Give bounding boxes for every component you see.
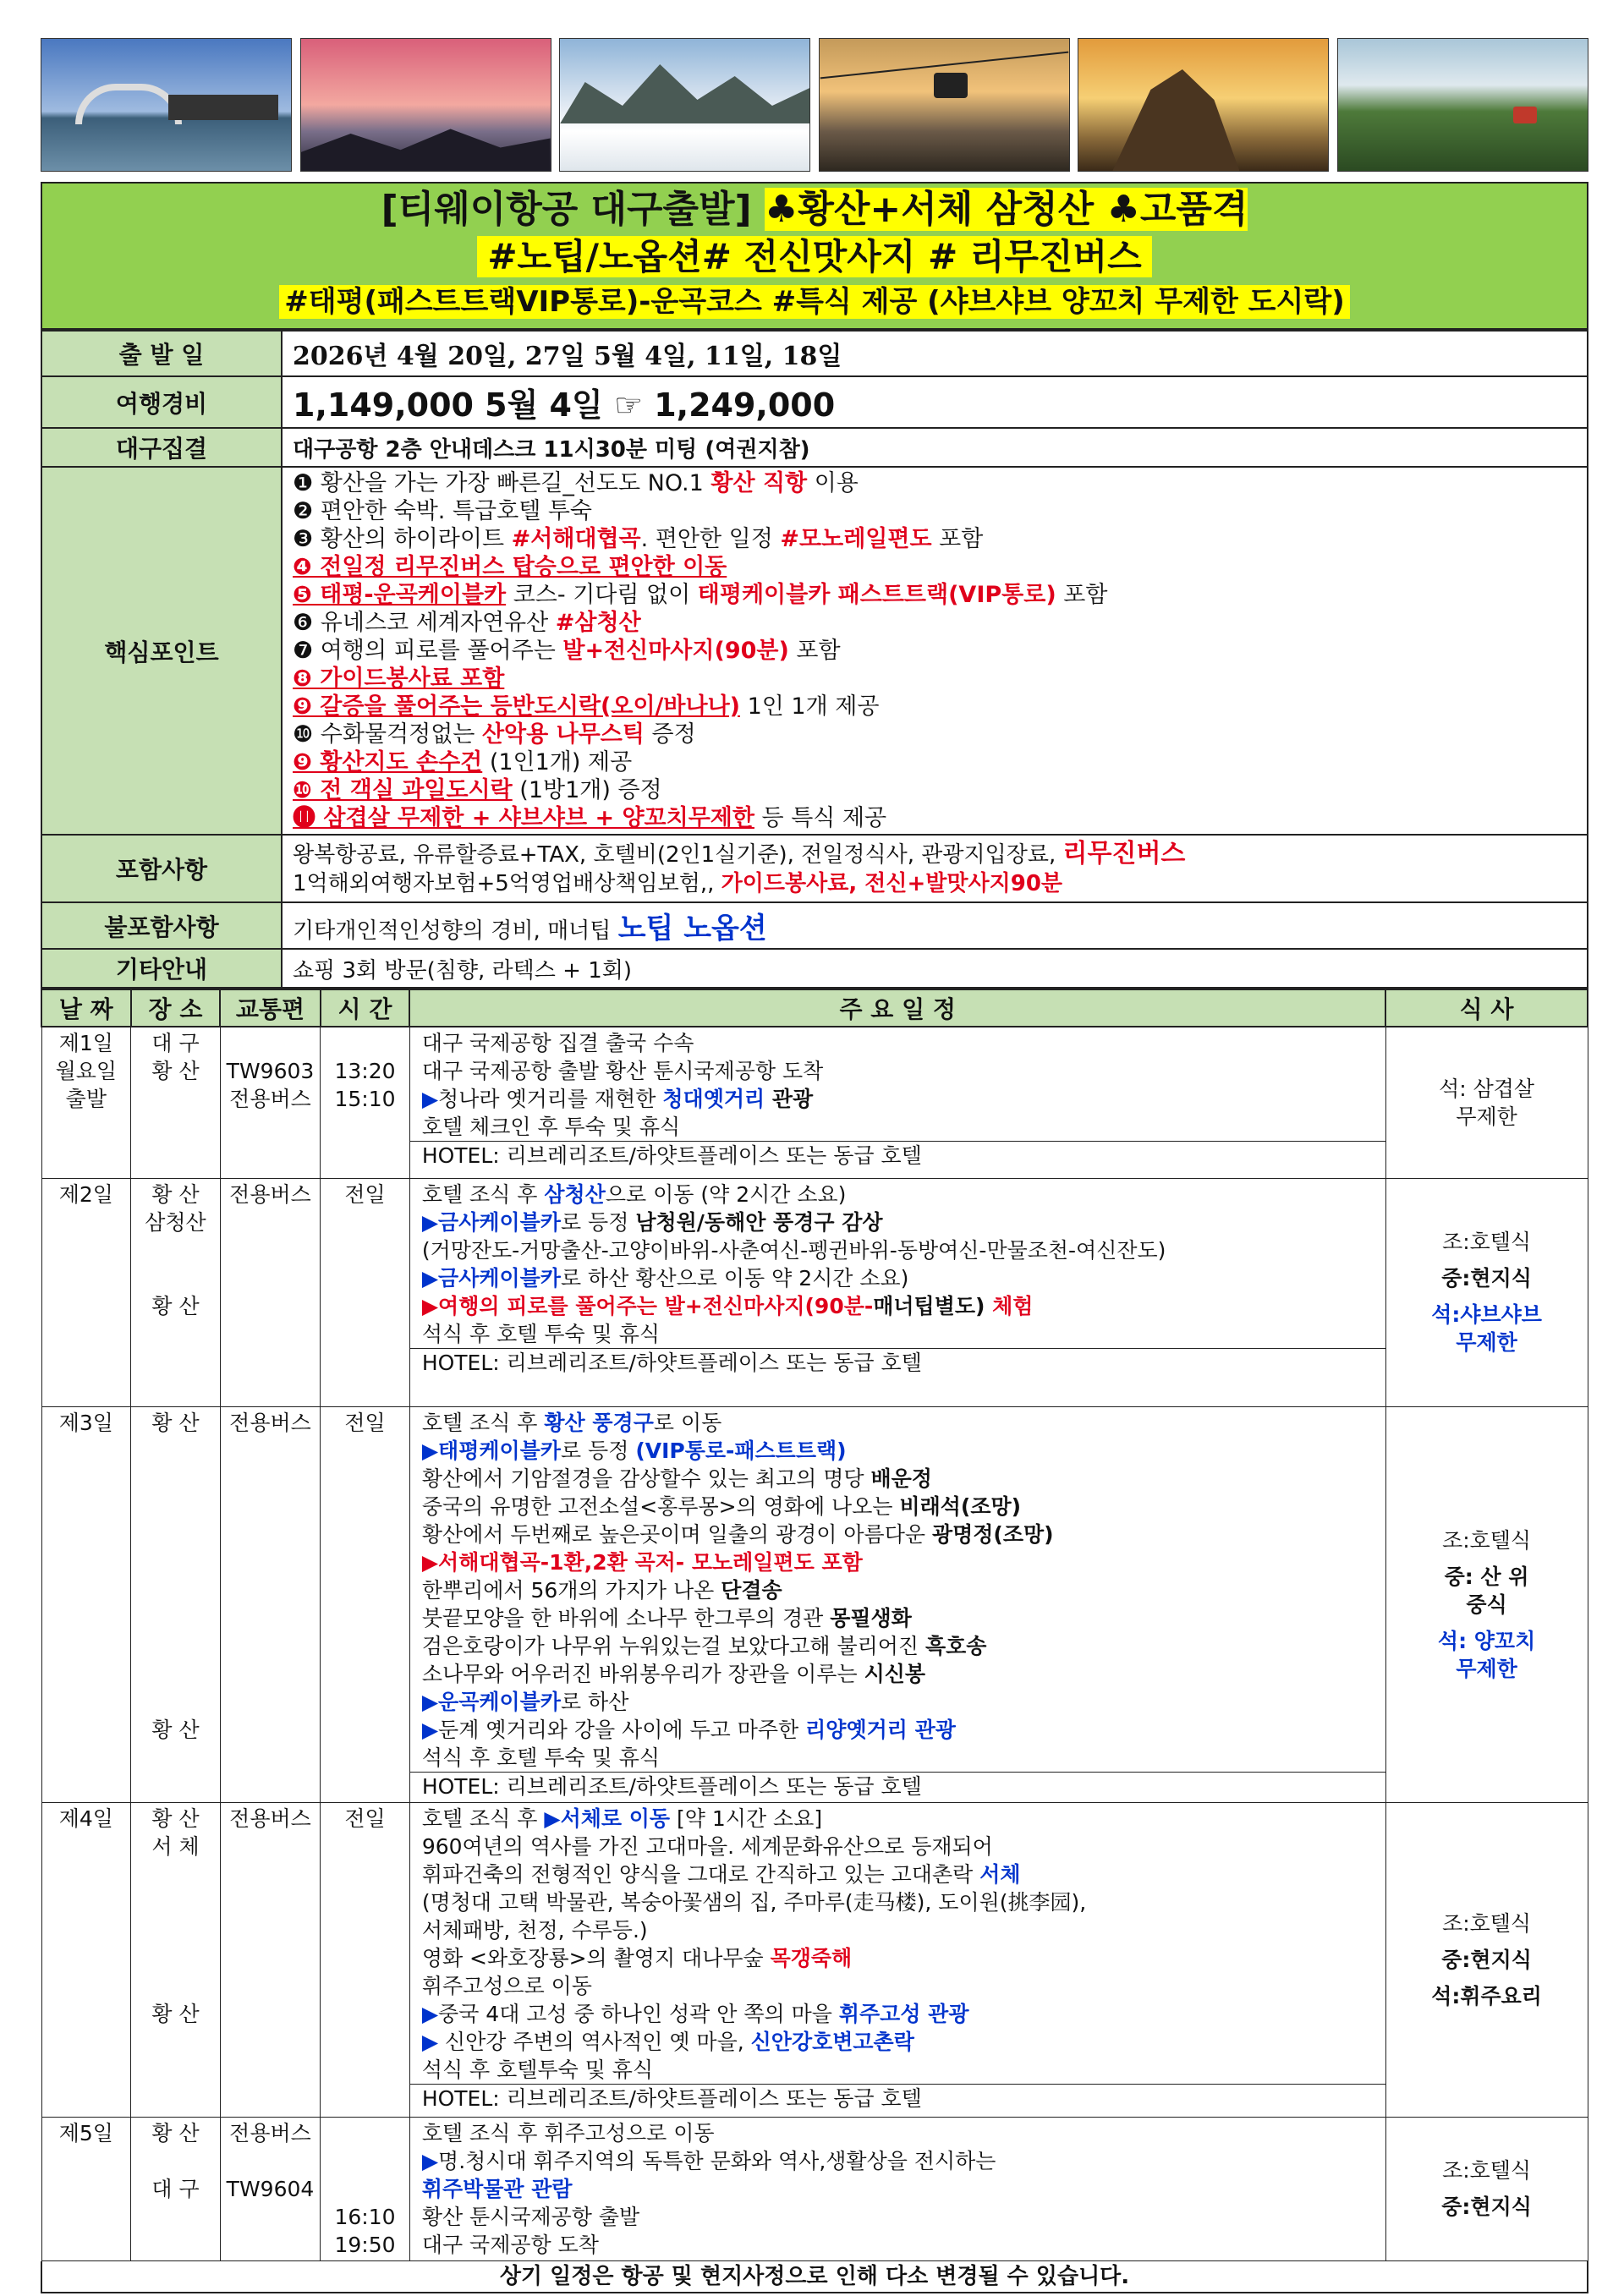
schedule-text: 대구 국제공항 집결 출국 수속 (421, 1031, 694, 1055)
schedule-text: 광명정(조망) (931, 1521, 1054, 1547)
point-text: (1인1개) 제공 (482, 749, 633, 775)
schedule-text: 대구 국제공항 도착 (421, 2232, 599, 2257)
place-cell: 황 산 서 체 황 산 (131, 1802, 221, 2117)
day-cell: 제1일 월요일 출발 (41, 1027, 131, 1178)
place-cell: 황 산 황 산 (131, 1406, 221, 1802)
meal-item: 석:휘주요리 (1431, 1983, 1542, 2008)
itinerary-cell (409, 1802, 1385, 2117)
schedule-text: [약 1시간 소요] (670, 1806, 823, 1831)
other-value: 쇼핑 3회 방문(침향, 라텍스 + 1회) (282, 949, 1588, 988)
meal-item: 석: 삼겹살 무제한 (1439, 1076, 1535, 1129)
itinerary-cell (409, 1178, 1385, 1406)
point-text: ❿ 수화물걱정없는 (293, 721, 482, 748)
schedule-text: 황산 풍경구 (544, 1410, 654, 1435)
schedule-text: 호텔 조식 후 (421, 1806, 545, 1831)
day-cell: 제3일 (41, 1406, 131, 1802)
schedule-text: 운곡케이블카 (438, 1689, 561, 1714)
schedule-text: 배운정 (870, 1466, 932, 1491)
excludes-label: 불포함사항 (41, 902, 282, 949)
time-cell: 16:10 19:50 (321, 2117, 410, 2260)
schedule-line (422, 1521, 1380, 1548)
point-text: ❽ 가이드봉사료 포함 (293, 666, 505, 692)
point-item (293, 665, 1577, 693)
title-destination: ♣황산+서체 삼청산 ♣고품격 (764, 188, 1248, 231)
title-line-2 (42, 234, 1587, 280)
point-text: #서해대협곡 (511, 526, 641, 552)
schedule-line (422, 1576, 1380, 1604)
col-main: 주 요 일 정 (409, 989, 1385, 1027)
schedule-line (422, 2147, 1380, 2175)
meal-item: 중:현지식 (1441, 1947, 1532, 1972)
includes-label: 포함사항 (41, 835, 282, 902)
title-line-3 (42, 280, 1587, 324)
point-text: #삼청산 (555, 610, 641, 636)
schedule-text: 휘주고성으로 이동 (421, 1973, 592, 1998)
schedule-line (422, 1744, 1380, 1772)
schedule-text: ▶서체로 이동 (544, 1806, 671, 1831)
schedule-line (422, 1057, 1380, 1085)
schedule-text: 휘주박물관 관람 (421, 2176, 573, 2201)
point-item (293, 804, 1577, 832)
includes-text-2: 1억해외여행자보험+5억영업배상책임보험,, (293, 870, 721, 896)
schedule-text: 관광 (765, 1087, 814, 1111)
title-tags: #노팁/노옵션# 전신맛사지 # 리무진버스 (477, 236, 1151, 277)
meal-cell (1385, 1027, 1588, 1178)
meal-cell (1385, 1178, 1588, 1406)
schedule-line (422, 1916, 1380, 1944)
schedule-text: 호텔 조식 후 (421, 1181, 545, 1207)
schedule-text: 영화 <와호장룡>의 촬영지 대나무숲 (421, 1945, 771, 1970)
col-place: 장 소 (131, 989, 221, 1027)
place-cell: 황 산 대 구 (131, 2117, 221, 2260)
point-item (293, 609, 1577, 637)
departure-value: 2026년 4월 20일, 27일 5월 4일, 11일, 18일 (282, 331, 1588, 376)
schedule-text: 대구 국제공항 출발 황산 툰시국제공항 도착 (421, 1059, 824, 1083)
schedule-text: 황산 툰시국제공항 출발 (421, 2204, 640, 2229)
point-text: ❿ 전 객실 과일도시락 (293, 777, 513, 803)
schedule-text: 휘주고성 관광 (838, 2001, 969, 2026)
photo-village (41, 38, 292, 172)
schedule-line (422, 1208, 1380, 1236)
title-features: #태평(패스트트랙VIP통로)-운곡코스 #특식 제공 (샤브샤브 양꼬치 무제한 도시락) (279, 285, 1349, 319)
point-text: (1방1개) 증정 (512, 777, 662, 803)
point-item (293, 553, 1577, 581)
schedule-text: 여행의 피로를 풀어주는 발+전신마사지(90분- (438, 1293, 874, 1318)
schedule-text: 중국 4대 고성 중 하나인 성곽 안 쪽의 마을 (438, 2001, 839, 2026)
photo-cable-car (819, 38, 1070, 172)
schedule-text: 붓끝모양을 한 바위에 소나무 한그루의 경관 (421, 1605, 831, 1630)
includes-text-1: 왕복항공료, 유류할증료+TAX, 호텔비(2인1실기준), 전일정식사, 관광지입장료, (293, 841, 1063, 868)
schedule-text: 청대옛거리 (662, 1087, 765, 1111)
hotel-line: HOTEL: 리브레리조트/하얏트플레이스 또는 동급 호텔 (410, 1348, 1385, 1377)
meal-item: 조:호텔식 (1442, 1527, 1532, 1553)
schedule-line (422, 2028, 1380, 2056)
info-table (41, 330, 1588, 989)
schedule-text: ▶ (421, 1293, 439, 1318)
meal-item: 중: 산 위 중식 (1444, 1564, 1529, 1617)
point-text: ❹ 전일정 리무진버스 탑승으로 편안한 이동 (293, 554, 727, 580)
schedule-text: 석식 후 호텔 투숙 및 휴식 (421, 1321, 661, 1346)
schedule-text: 단결송 (721, 1577, 782, 1603)
transport-cell: 전용버스 (220, 1406, 320, 1802)
schedule-text: 서체패방, 천정, 수루등.) (421, 1917, 648, 1943)
schedule-text: 체험 (985, 1293, 1034, 1318)
schedule-text: 석식 후 호텔투숙 및 휴식 (421, 2057, 654, 2082)
schedule-text: 호텔 조식 후 (421, 1410, 545, 1435)
meal-item: 중:현지식 (1441, 2195, 1532, 2219)
schedule-text: 황산에서 두번째로 높은곳이며 일출의 광경이 아름다운 (421, 1521, 932, 1547)
schedule-line (422, 2175, 1380, 2203)
schedule-text: ▶ (421, 1209, 439, 1235)
schedule-text: 호텔 체크인 후 투숙 및 휴식 (421, 1115, 681, 1139)
schedule-line (422, 1860, 1380, 1888)
point-text: ❾ 갈증을 풀어주는 등반도시락(오이/바나나) (293, 693, 740, 720)
schedule-text: (명청대 고택 박물관, 복숭아꽃샘의 집, 주마루(走马楼), 도이원(挑李园), (421, 1889, 1087, 1915)
day-row (41, 1802, 1588, 2117)
point-text: ⓫ 삼겹살 무제한 + 샤브샤브 + 양꼬치무제한 (293, 805, 754, 831)
schedule-text: ▶ (421, 1265, 439, 1290)
schedule-text: 한뿌리에서 56개의 가지가 나온 (421, 1577, 721, 1603)
col-meal: 식 사 (1385, 989, 1588, 1027)
schedule-text: 로 등정 (560, 1209, 636, 1235)
meal-cell (1385, 1406, 1588, 1802)
itinerary-sheet (41, 38, 1588, 2293)
point-text: ❻ 유네스코 세계자연유산 (293, 610, 556, 636)
schedule-text: 삼청산 (544, 1181, 606, 1207)
includes-limo: 리무진버스 (1062, 838, 1186, 869)
point-text: 등 특식 제공 (754, 805, 887, 831)
schedule-line (422, 2231, 1380, 2259)
schedule-text: 로 이동 (653, 1410, 722, 1435)
point-text: 황산 직항 (710, 470, 808, 496)
points-label: 핵심포인트 (41, 467, 282, 835)
schedule-line (422, 1236, 1380, 1264)
schedule-text: ▶ (421, 2001, 439, 2026)
point-item (293, 721, 1577, 748)
schedule-text: 로 등정 (560, 1438, 636, 1463)
meal-cell (1385, 2117, 1588, 2260)
point-item (293, 581, 1577, 609)
schedule-line (422, 2203, 1380, 2231)
schedule-line (422, 1437, 1380, 1465)
col-time: 시 간 (321, 989, 410, 1027)
point-text: ❸ 황산의 하이라이트 (293, 526, 512, 552)
transport-cell: 전용버스 (220, 1802, 320, 2117)
schedule-line (422, 2000, 1380, 2028)
schedule-text: 신안강호변고촌락 (750, 2029, 914, 2054)
point-item (293, 637, 1577, 665)
meal-item: 중:현지식 (1441, 1266, 1532, 1290)
time-cell: 전일 (321, 1178, 410, 1406)
price-label: 여행경비 (41, 376, 282, 428)
schedule-text: 신안강 주변의 역사적인 옛 마을, (438, 2029, 751, 2054)
day-row (41, 1178, 1588, 1406)
itinerary-cell (409, 1027, 1385, 1178)
day-cell: 제4일 (41, 1802, 131, 2117)
schedule-table (41, 989, 1588, 2261)
point-item (293, 776, 1577, 804)
schedule-text: 검은호랑이가 나무위 누워있는걸 보았다고해 불리어진 (421, 1633, 925, 1658)
point-item (293, 469, 1577, 497)
schedule-text: 태평케이블카 (438, 1438, 561, 1463)
point-text: 태평케이블카 패스트트랙(VIP통로) (697, 582, 1056, 608)
schedule-line (422, 2056, 1380, 2084)
hotel-line: HOTEL: 리브레리조트/하얏트플레이스 또는 동급 호텔 (410, 1772, 1385, 1800)
point-item (293, 497, 1577, 525)
schedule-text: ▶서해대협곡-1환,2환 곡저- 모노레일편도 포함 (421, 1549, 863, 1575)
schedule-text: 남청원/동해안 풍경구 감상 (635, 1209, 883, 1235)
point-text: 포함 (1056, 582, 1108, 608)
schedule-line (422, 1264, 1380, 1292)
point-text: 포함 (931, 526, 984, 552)
schedule-line (422, 1660, 1380, 1688)
schedule-line (422, 2119, 1380, 2147)
point-text: ❺ 태평-운곡케이블카 (293, 582, 507, 608)
schedule-text: 휘파건축의 전형적인 양식을 그대로 간직하고 있는 고대촌락 (421, 1861, 980, 1887)
point-item (293, 525, 1577, 553)
schedule-text: 서체 (979, 1861, 1021, 1887)
schedule-line (422, 1292, 1380, 1320)
point-text: 코스- 기다림 없이 (506, 582, 698, 608)
schedule-text: ▶ (421, 2148, 439, 2173)
place-cell: 황 산 삼청산 황 산 (131, 1178, 221, 1406)
schedule-text: ▶ (421, 1438, 439, 1463)
meal-cell (1385, 1802, 1588, 2117)
point-text: ❾ 황산지도 손수건 (293, 749, 483, 775)
schedule-text: 시신봉 (864, 1661, 926, 1686)
transport-cell: TW9603 전용버스 (220, 1027, 320, 1178)
schedule-text: 금사케이블카 (438, 1265, 561, 1290)
schedule-text: 중국의 유명한 고전소설<홍루몽>의 영화에 나오는 (421, 1493, 900, 1519)
schedule-line (422, 1029, 1380, 1057)
schedule-text: 매너팁별도) (873, 1293, 985, 1318)
day-row (41, 1406, 1588, 1802)
points-list (282, 467, 1588, 835)
point-text: 발+전신마사지(90분) (562, 638, 789, 664)
schedule-line (422, 1944, 1380, 1972)
schedule-text: 으로 이동 (약 2시간 소요) (605, 1181, 847, 1207)
time-cell: 13:20 15:10 (321, 1027, 410, 1178)
point-text: 포함 (788, 638, 841, 664)
schedule-text: 청나라 옛거리를 재현한 (438, 1087, 663, 1111)
includes-line-2 (293, 869, 1577, 898)
schedule-text: 금사케이블카 (438, 1209, 561, 1235)
schedule-text: 황산에서 기암절경을 감상할수 있는 최고의 명당 (421, 1466, 871, 1491)
includes-value (282, 835, 1588, 902)
transport-cell: 전용버스 TW9604 (220, 2117, 320, 2260)
schedule-line (422, 1833, 1380, 1860)
schedule-line (422, 1716, 1380, 1744)
meeting-label: 대구집결 (41, 428, 282, 467)
schedule-line (422, 1493, 1380, 1521)
departure-label: 출 발 일 (41, 331, 282, 376)
schedule-text: 로 하산 황산으로 이동 약 2시간 소요) (560, 1265, 909, 1290)
point-text: 산악용 나무스틱 (481, 721, 645, 748)
point-item (293, 693, 1577, 721)
schedule-line (422, 1688, 1380, 1716)
schedule-line (422, 1320, 1380, 1348)
meal-item: 조:호텔식 (1442, 1910, 1532, 1936)
footer-note: 상기 일정은 항공 및 현지사정으로 인해 다소 변경될 수 있습니다. (41, 2261, 1588, 2293)
price-value: 1,149,000 5월 4일 ☞ 1,249,000 (282, 376, 1588, 428)
point-text: . 편안한 일정 (640, 526, 781, 552)
schedule-text: ▶ (421, 1717, 439, 1742)
photo-sea-of-clouds (559, 38, 810, 172)
hotel-line: HOTEL: 리브레리조트/하얏트플레이스 또는 동급 호텔 (410, 2084, 1385, 2112)
point-text: 증정 (644, 721, 696, 748)
point-text: 이용 (807, 470, 859, 496)
day-row (41, 1027, 1588, 1178)
schedule-line (422, 1888, 1380, 1916)
day-cell: 제5일 (41, 2117, 131, 2260)
point-item (293, 748, 1577, 776)
meal-item: 석:샤브샤브 무제한 (1431, 1302, 1542, 1355)
photo-green-valley (1337, 38, 1588, 172)
itinerary-cell (409, 2117, 1385, 2260)
itinerary-cell (409, 1406, 1385, 1802)
schedule-text: ▶ (421, 2029, 439, 2054)
day-cell: 제2일 (41, 1178, 131, 1406)
meal-item: 조:호텔식 (1442, 1230, 1532, 1254)
point-text: ❷ 편안한 숙박. 특급호텔 투숙 (293, 498, 593, 524)
schedule-text: 로 하산 (560, 1689, 629, 1714)
day-row (41, 2117, 1588, 2260)
schedule-text: ▶ (421, 1689, 439, 1714)
meal-item: 조:호텔식 (1442, 2158, 1532, 2183)
col-transport: 교통편 (220, 989, 320, 1027)
point-text: ❶ 황산을 가는 가장 빠른길_선도도 NO.1 (293, 470, 711, 496)
title-airline: [티웨이항공 대구출발] (381, 188, 765, 231)
schedule-text: 둔계 옛거리와 강을 사이에 두고 마주한 (438, 1717, 806, 1742)
schedule-text: 석식 후 호텔 투숙 및 휴식 (421, 1745, 661, 1770)
schedule-line (422, 1113, 1380, 1141)
schedule-line (422, 1604, 1380, 1632)
photo-mountain-sunset (300, 38, 551, 172)
excludes-no-tip: 노팁 노옵션 (617, 912, 767, 945)
schedule-text: ▶ (421, 1087, 439, 1111)
schedule-line (422, 1465, 1380, 1493)
schedule-text: 리양옛거리 관광 (805, 1717, 956, 1742)
transport-cell: 전용버스 (220, 1178, 320, 1406)
schedule-line (422, 1548, 1380, 1576)
col-day: 날 짜 (41, 989, 131, 1027)
schedule-line (422, 1181, 1380, 1208)
time-cell: 전일 (321, 1802, 410, 2117)
photo-rock-pine (1078, 38, 1329, 172)
schedule-line (422, 1972, 1380, 2000)
hotel-line: HOTEL: 리브레리조트/하얏트플레이스 또는 동급 호텔 (410, 1141, 1385, 1170)
schedule-line (422, 1085, 1380, 1113)
schedule-text: (VIP통로-패스트트랙) (635, 1438, 847, 1463)
title-line-1 (42, 184, 1587, 234)
other-label: 기타안내 (41, 949, 282, 988)
excludes-text: 기타개인적인성향의 경비, 매너팁 (293, 918, 618, 944)
includes-guide-massage: 가이드봉사료, 전신+발맛사지90분 (721, 870, 1063, 896)
schedule-line (422, 1805, 1380, 1833)
point-text: 1인 1개 제공 (740, 693, 880, 720)
schedule-line (422, 1632, 1380, 1660)
includes-line-1 (293, 840, 1577, 869)
schedule-text: 960여년의 역사를 가진 고대마을. 세계문화유산으로 등재되어 (421, 1833, 993, 1859)
schedule-text: (거망잔도-거망출산-고양이바위-사춘여신-펭귄바위-동방여신-만물조천-여신잔도) (421, 1237, 1166, 1263)
place-cell: 대 구 황 산 (131, 1027, 221, 1178)
excludes-value (282, 902, 1588, 949)
schedule-text: 호텔 조식 후 휘주고성으로 이동 (421, 2120, 715, 2145)
schedule-text: 비래석(조망) (899, 1493, 1022, 1519)
time-cell: 전일 (321, 1406, 410, 1802)
schedule-line (422, 1409, 1380, 1437)
meal-item: 석: 양꼬치 무제한 (1437, 1628, 1536, 1681)
point-text: ❼ 여행의 피로를 풀어주는 (293, 638, 563, 664)
title-box (41, 182, 1588, 330)
photo-banner (41, 38, 1588, 172)
point-text: #모노레일편도 (780, 526, 932, 552)
meeting-value: 대구공항 2층 안내데스크 11시30분 미팅 (여권지참) (282, 428, 1588, 467)
schedule-text: 흑호송 (925, 1633, 987, 1658)
schedule-text: 몽필생화 (830, 1605, 912, 1630)
schedule-text: 명.청시대 휘주지역의 독특한 문화와 역사,생활상을 전시하는 (438, 2148, 996, 2173)
schedule-text: 목갱죽해 (770, 1945, 853, 1970)
schedule-text: 소나무와 어우러진 바위봉우리가 장관을 이루는 (421, 1661, 864, 1686)
